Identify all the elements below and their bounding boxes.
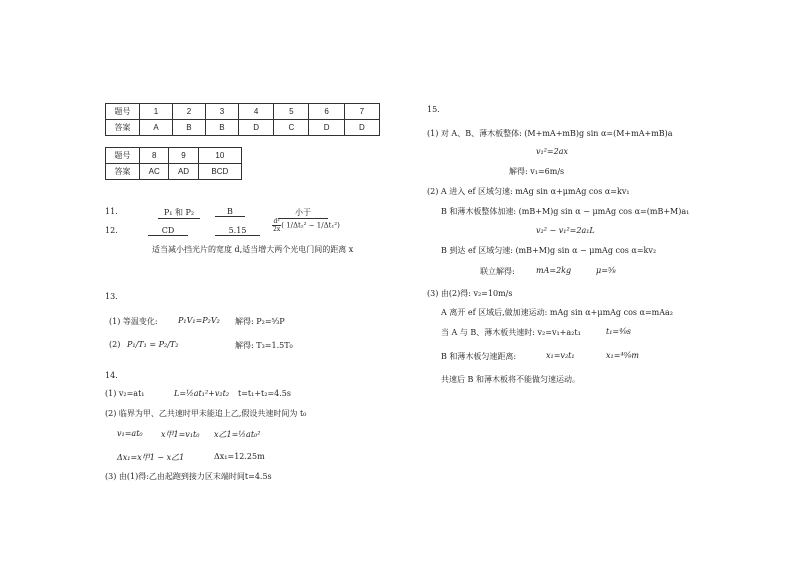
q11-number: 11. — [105, 207, 118, 216]
answer-table-1 — [105, 103, 380, 136]
q14-line4-b: Δx₁=12.25m — [214, 452, 265, 461]
table-cell: A — [140, 120, 173, 136]
q14-line2: (2) 临界为甲、乙共速时甲未能追上乙,假设共速时间为 t₀ — [105, 409, 307, 418]
table-cell: 3 — [205, 104, 238, 120]
answer-table-2 — [105, 147, 242, 180]
table-cell: 10 — [198, 148, 241, 164]
q12-formula: $\frac{\text{d²}}{2x}$ ( 1/Δt₂² − 1/Δt₁²) — [273, 218, 340, 233]
q14-line3-a: v₁=at₀ — [117, 429, 143, 438]
table-cell: B — [205, 120, 238, 136]
q15-line9: (3) 由(2)得: v₂=10m/s — [427, 289, 513, 298]
formula-term-2: 1/Δt₁² — [316, 221, 338, 230]
q15-line8-label: 联立解得: — [480, 267, 515, 276]
q14-line4-a: Δx₁=x甲1 − x乙1 — [117, 453, 185, 462]
table-cell: C — [274, 120, 309, 136]
formula-fraction: $\frac{\text{d²}}{2x}$ — [273, 218, 281, 233]
table-cell: 2 — [172, 104, 205, 120]
q13-line1-label: (1) 等温变化: — [109, 317, 158, 326]
q13-line1-result: 解得: P₂=⁵⁄₃P — [235, 317, 285, 326]
table-cell: 题号 — [106, 148, 140, 164]
table-cell: D — [309, 120, 344, 136]
q12-answer-1: CD — [148, 226, 188, 236]
q14-line3-c: x乙1=½at₀² — [214, 430, 261, 439]
q15-line7: B 到达 ef 区域匀速: (mB+M)g sin α − μmAg cos α=kv₂ — [441, 246, 657, 255]
table-cell: 题号 — [106, 104, 140, 120]
table-cell: D — [344, 120, 379, 136]
table-cell: B — [172, 120, 205, 136]
q15-line3: 解得: v₁=6m/s — [509, 167, 565, 176]
q12-number: 12. — [105, 226, 118, 235]
q13-line2-eq: P₁/T₁ = P₂/T₂ — [127, 340, 179, 349]
q14-number: 14. — [105, 371, 118, 380]
q13-number: 13. — [105, 292, 118, 301]
table-cell: AC — [140, 164, 169, 180]
table-row — [106, 120, 380, 136]
q15-line4: (2) A 进入 ef 区域匀速: mAg sin α+μmAg cos α=kv₁ — [427, 187, 630, 196]
q12-answer-2: 5.15 — [215, 226, 260, 236]
q14-line5: (3) 由(1)得:乙由起跑到接力区末端时间t=4.5s — [105, 472, 272, 481]
formula-term-1: 1/Δt₂² — [286, 221, 307, 230]
table-cell: 4 — [238, 104, 273, 120]
table-cell: 9 — [169, 148, 198, 164]
q11-answer-2: B — [215, 207, 245, 217]
q15-line6: v₂² − v₁²=2a₁L — [536, 226, 595, 235]
q13-line1-eq: P₁V₁=P₂V₂ — [178, 316, 220, 325]
q15-line10: A 离开 ef 区域后,做加速运动: mAg sin α+μmAg cos α=mAa₂ — [441, 308, 673, 317]
table-cell: AD — [169, 164, 198, 180]
q15-line12-b: x₁=v₂t₁ — [546, 351, 575, 360]
q15-line13: 共速后 B 和薄木板将不能做匀速运动。 — [441, 375, 580, 384]
table-row — [106, 104, 380, 120]
table-cell: 5 — [274, 104, 309, 120]
q15-line11-a: 当 A 与 B、薄木板共速时: v₂=v₁+a₂t₁ — [441, 328, 581, 337]
q14-line1-c: t=t₁+t₂=4.5s — [238, 389, 291, 398]
table-cell: 6 — [309, 104, 344, 120]
table-cell: BCD — [198, 164, 241, 180]
q14-line1-b: L=½at₁²+v₂t₂ — [174, 389, 230, 398]
table-row — [106, 164, 242, 180]
table-cell: 8 — [140, 148, 169, 164]
q15-line12-a: B 和薄木板匀速距离: — [441, 352, 517, 361]
q13-line2-label: (2) — [109, 340, 121, 349]
q15-line11-b: t₁=⁴⁄₉s — [606, 327, 631, 336]
q15-number: 15. — [427, 105, 440, 114]
table-cell: 7 — [344, 104, 379, 120]
q15-line2: v₁²=2ax — [536, 147, 569, 156]
q15-line8-mu: μ=⁵⁄₈ — [596, 266, 616, 275]
table-cell: 答案 — [106, 164, 140, 180]
table-cell: 答案 — [106, 120, 140, 136]
q15-line5: B 和薄木板整体加速: (mB+M)g sin α − μmAg cos α=(mB+M)a₁ — [441, 207, 690, 216]
q12-note: 适当减小挡光片的宽度 d,适当增大两个光电门间的距离 x — [152, 245, 354, 254]
q14-line3-b: x甲1=v₁t₀ — [161, 430, 200, 439]
table-cell: 1 — [140, 104, 173, 120]
q14-line1-a: (1) v₂=at₁ — [105, 389, 145, 398]
q15-line8-mass: mA=2kg — [536, 266, 572, 275]
q15-line12-c: x₁=⁴⁰⁄₉m — [606, 351, 639, 360]
q11-answer-1: P₁ 和 P₂ — [158, 207, 200, 219]
table-cell: D — [238, 120, 273, 136]
q13-line2-result: 解得: T₃=1.5T₀ — [235, 341, 293, 350]
q11-answer-3: 小于 — [278, 207, 328, 219]
table-row — [106, 148, 242, 164]
q15-line1: (1) 对 A、B、薄木板整体: (M+mA+mB)g sin α=(M+mA+mB)a — [427, 129, 673, 138]
